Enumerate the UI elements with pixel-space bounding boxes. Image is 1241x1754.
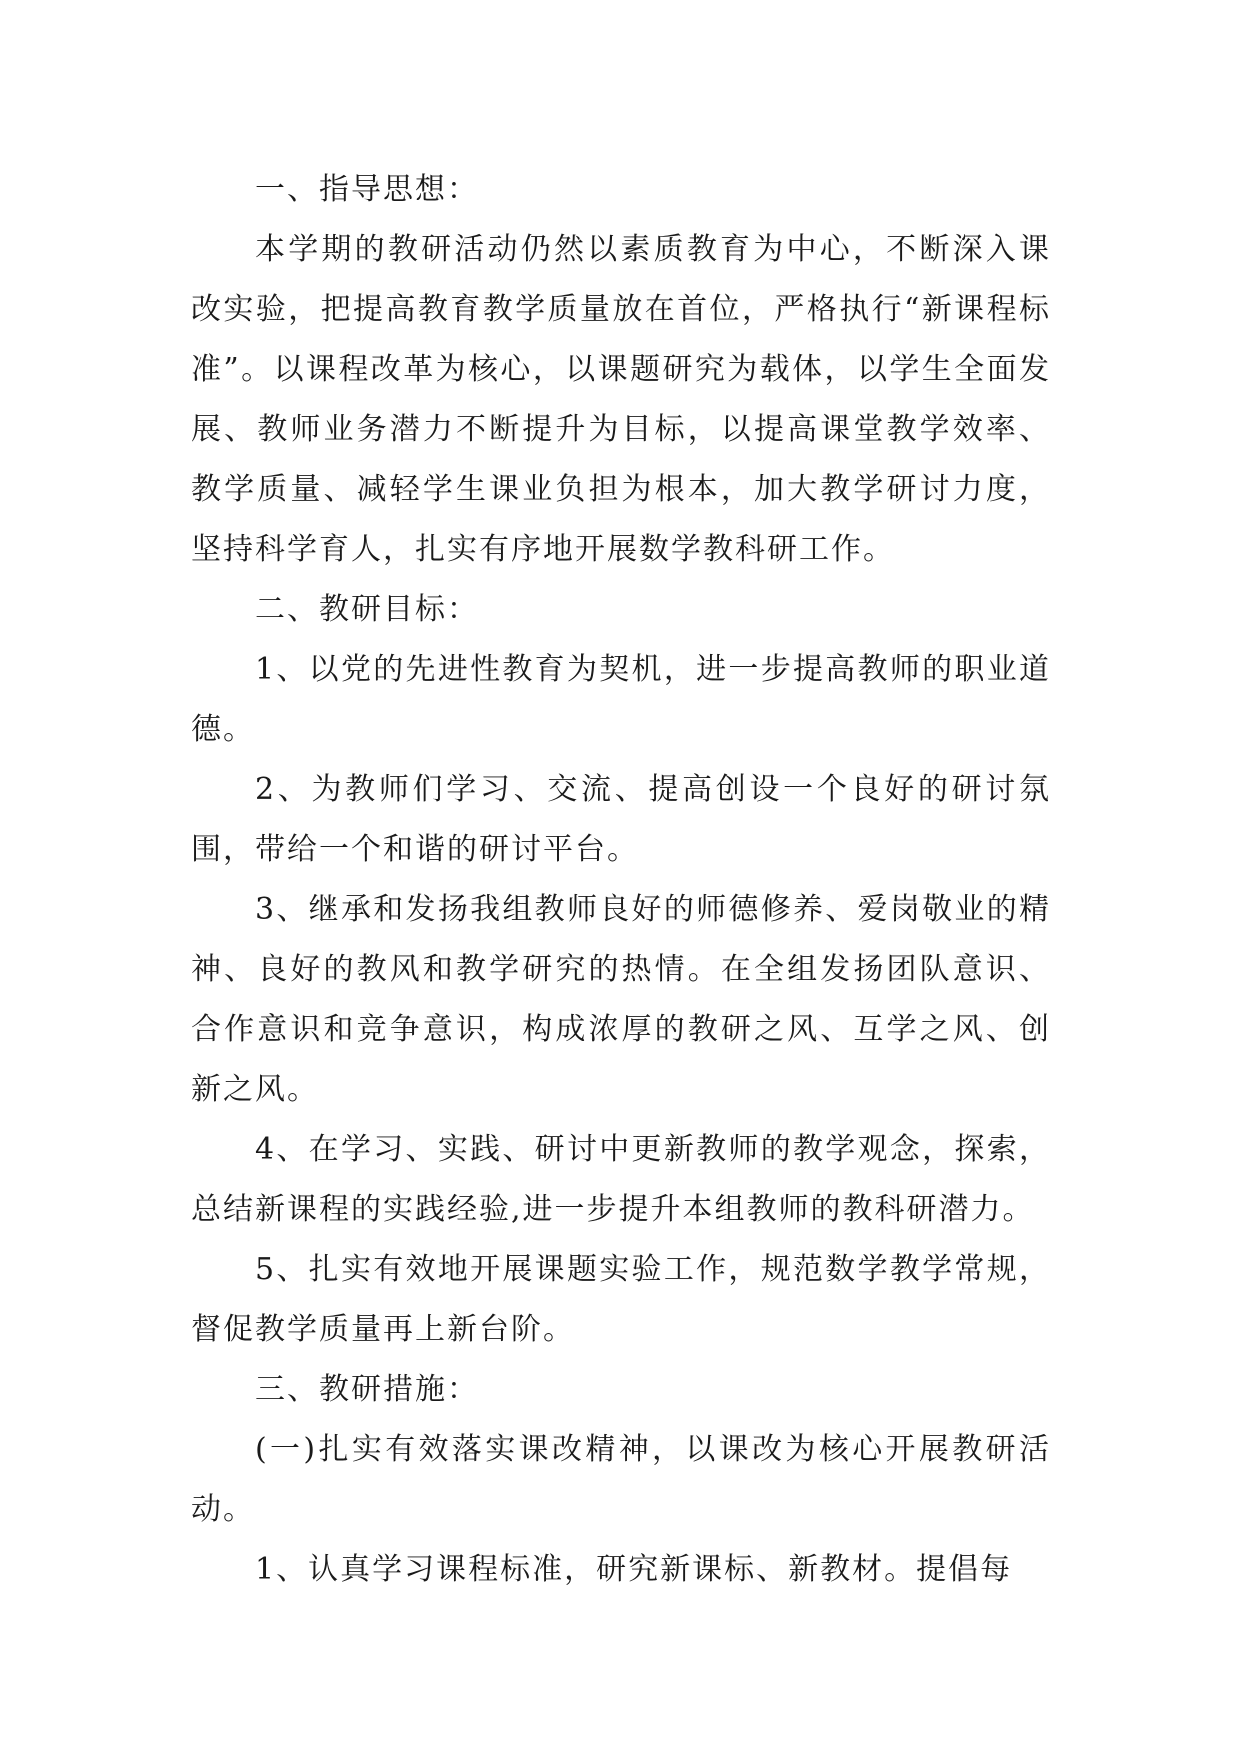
measure-section-1: (一)扎实有效落实课改精神，以课改为核心开展教研活动。 [191,1432,1051,1527]
paragraph-guiding-ideology: 本学期的教研活动仍然以素质教育为中心，不断深入课改实验，把提高教育教学质量放在首位，严格执行“新课程标准”。以课程改革为核心，以课题研究为载体，以学生全面发展、教师业务潜力不断提升为目标，以提高课堂教学效率、教学质量、减轻学生课业负担为根本，加大教学研讨力度，坚持科学育人，扎实有序地开展数学教科研工作。 [191,232,1051,567]
goal-item-5: 5、扎实有效地开展课题实验工作，规范数学教学常规，督促教学质量再上新台阶。 [191,1252,1051,1347]
goal-item-2: 2、为教师们学习、交流、提高创设一个良好的研讨氛围，带给一个和谐的研讨平台。 [191,772,1051,867]
goal-item-4: 4、在学习、实践、研讨中更新教师的教学观念，探索，总结新课程的实践经验,进一步提升本组教师的教科研潜力。 [191,1132,1051,1227]
document-body [191,160,1051,1600]
heading-research-goals: 二、教研目标： [255,592,479,627]
heading-guiding-ideology: 一、指导思想： [255,172,479,207]
measure-item-1: 1、认真学习课程标准，研究新课标、新教材。提倡每 [255,1552,1013,1587]
heading-research-measures: 三、教研措施： [255,1372,479,1407]
goal-item-1: 1、以党的先进性教育为契机，进一步提高教师的职业道德。 [191,652,1051,747]
goal-item-3: 3、继承和发扬我组教师良好的师德修养、爱岗敬业的精神、良好的教风和教学研究的热情。在全组发扬团队意识、合作意识和竞争意识，构成浓厚的教研之风、互学之风、创新之风。 [191,892,1051,1107]
